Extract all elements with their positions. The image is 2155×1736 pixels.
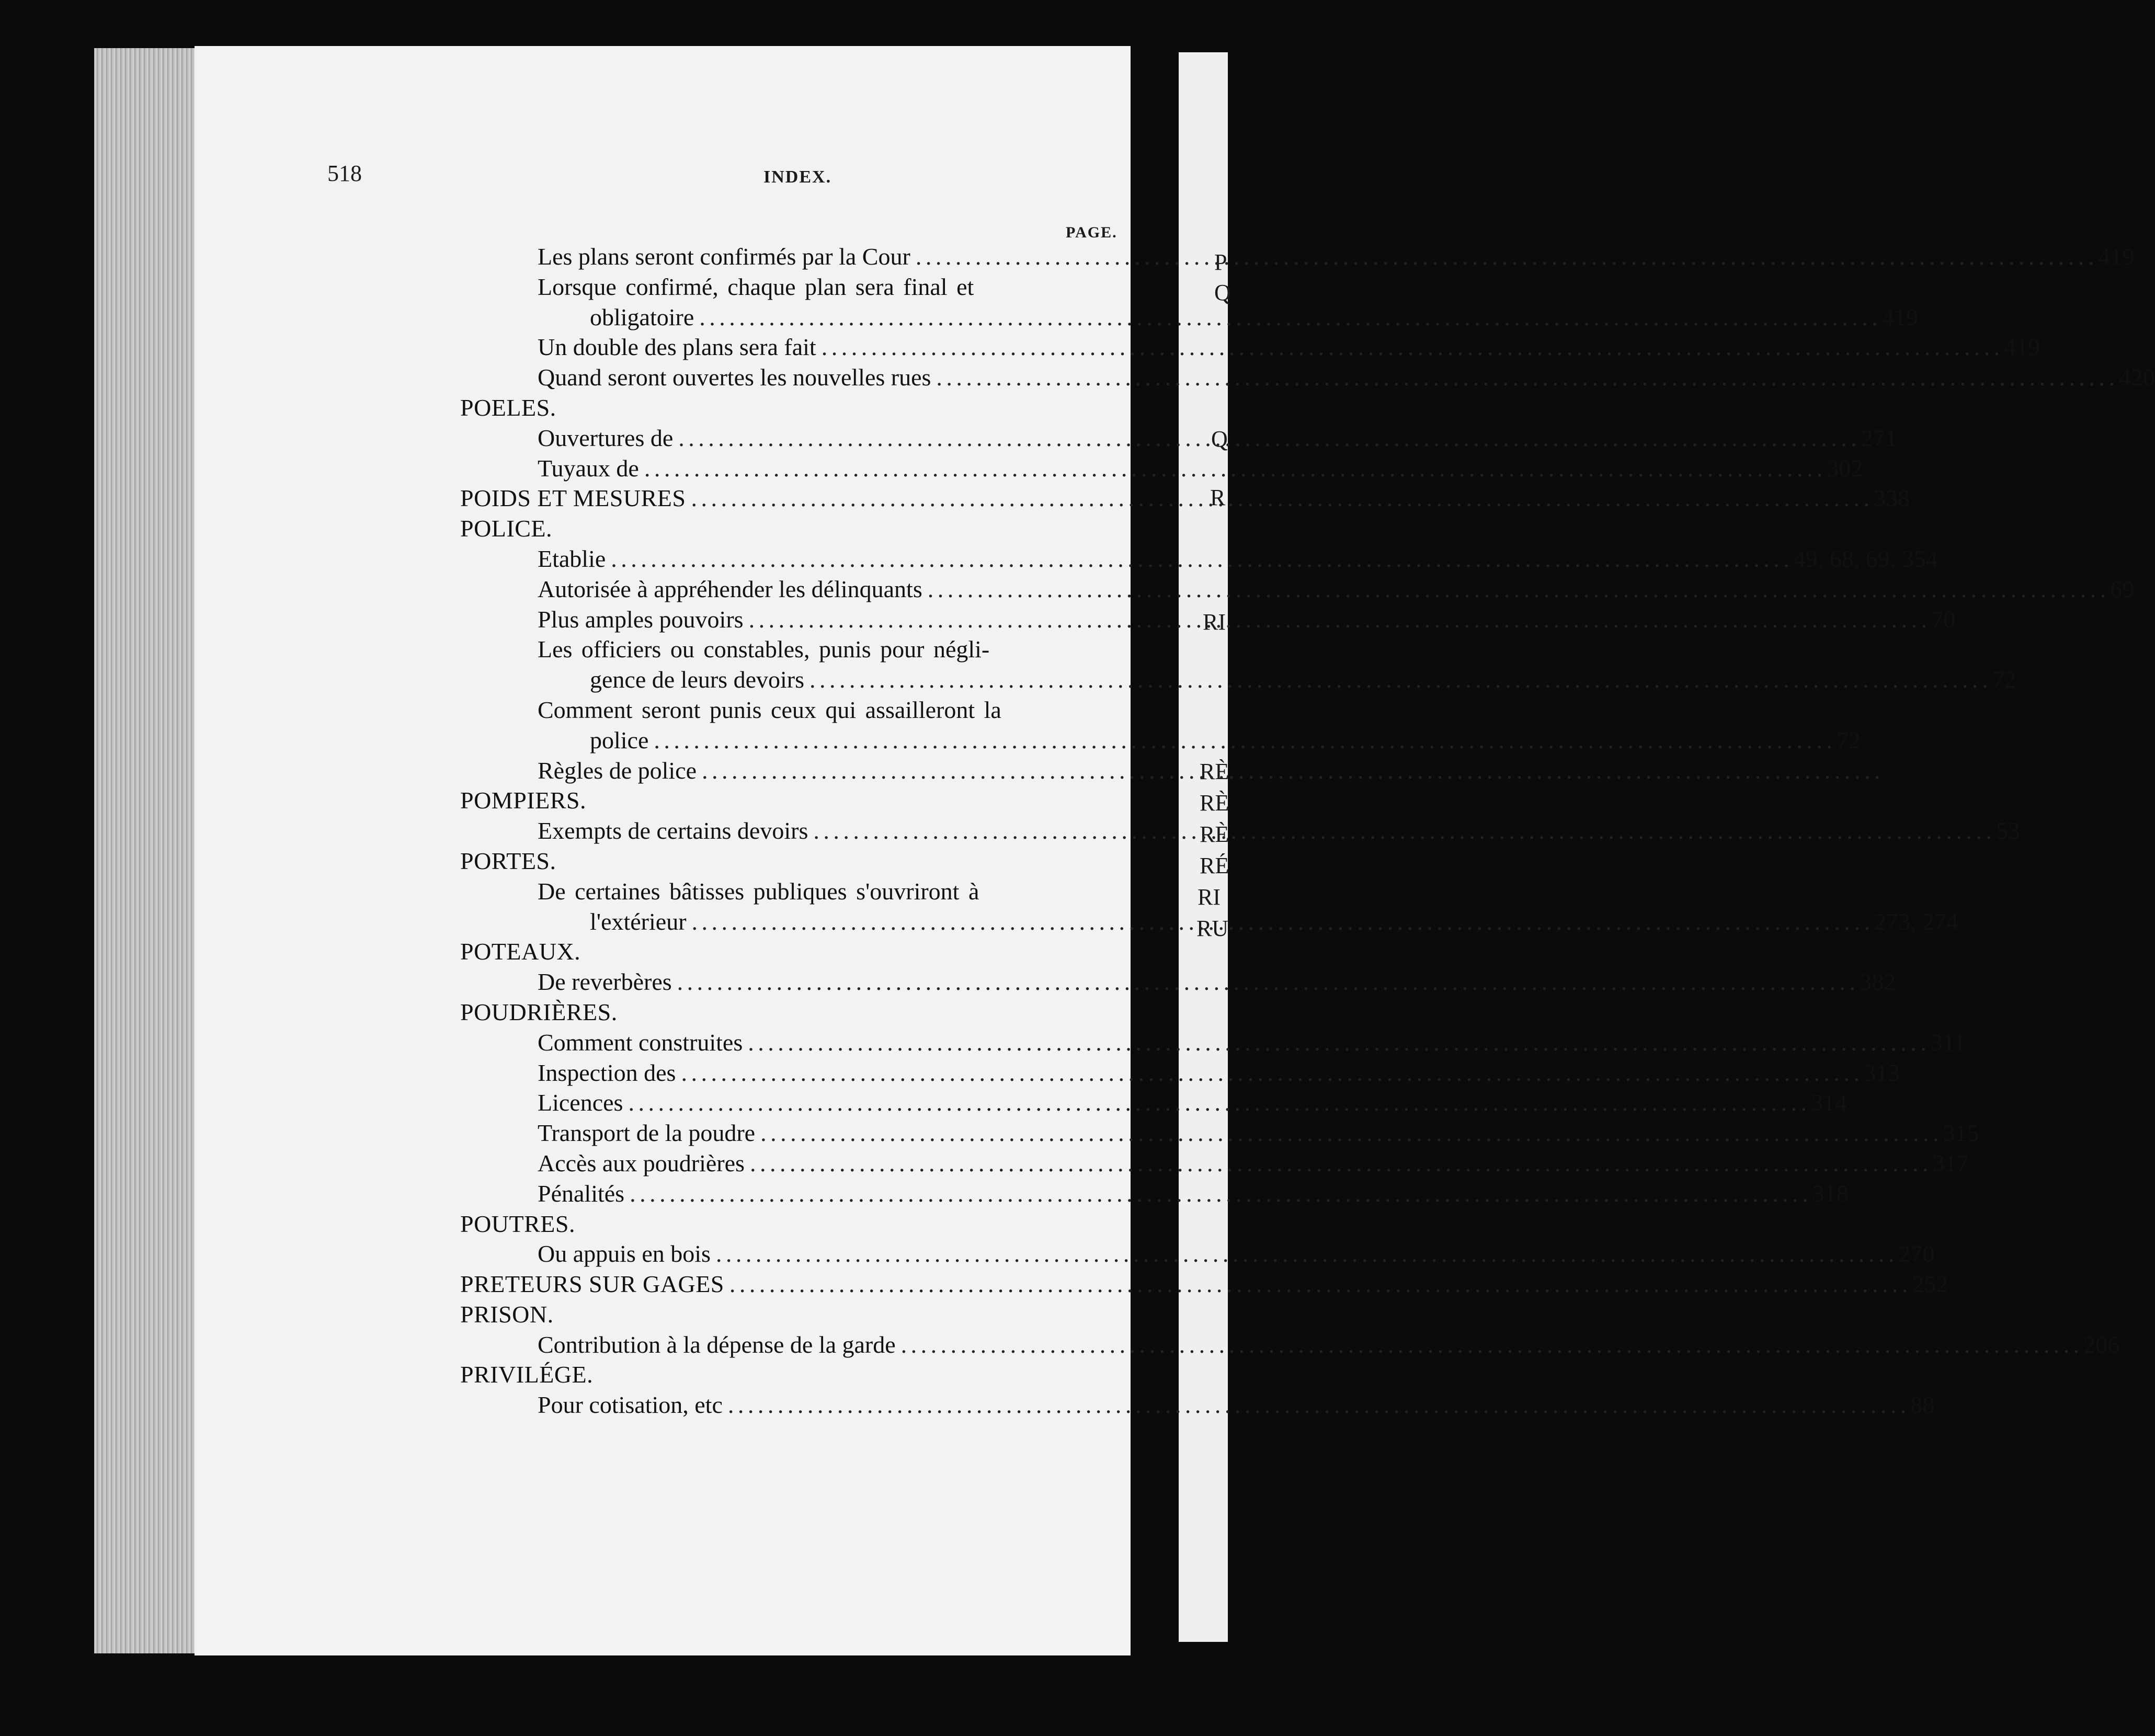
page-reference: 302 — [1827, 454, 1863, 482]
index-entry — [460, 1179, 1849, 1209]
dot-leader — [644, 453, 1822, 484]
dot-leader — [928, 574, 2105, 604]
heading-term: PRETEURS SUR GAGES — [460, 1271, 724, 1298]
page-number: 518 — [327, 161, 362, 186]
facing-letter: RI — [1198, 884, 1221, 910]
page-reference: 419 — [1882, 303, 1918, 330]
index-heading — [460, 393, 1120, 423]
page-reference: 49, 68, 69, 354 — [1793, 545, 1938, 572]
page-reference: 88 — [1910, 1391, 1935, 1419]
index-entry — [460, 1239, 1935, 1269]
dot-leader — [749, 604, 1926, 635]
dot-leader — [677, 967, 1855, 997]
entry-term: Pour cotisation, etc — [538, 1391, 723, 1419]
index-heading — [460, 1360, 1120, 1390]
dot-leader — [813, 816, 1991, 846]
entry-term: Comment seront punis ceux qui assailleront la — [538, 696, 1001, 723]
facing-letter: RU — [1196, 916, 1229, 941]
entry-term: Plus amples pouvoirs — [538, 606, 744, 633]
heading-term: POLICE. — [460, 515, 552, 542]
page-reference: 252 — [1912, 1271, 1948, 1298]
index-entry — [460, 1027, 1966, 1058]
dot-leader — [654, 725, 1831, 756]
entry-term: De certaines bâtisses publiques s'ouvriront à — [538, 877, 979, 905]
index-heading — [460, 1299, 1120, 1330]
index-entry — [460, 1118, 1979, 1148]
facing-letter: R — [1210, 485, 1226, 510]
dot-leader — [822, 332, 1999, 362]
entry-term: Lorsque confirmé, chaque plan sera final et — [538, 273, 974, 300]
entry-term: Inspection des — [538, 1059, 676, 1086]
heading-term: PORTES. — [460, 847, 556, 874]
index-entry — [460, 1390, 1935, 1420]
entry-term: obligatoire — [590, 303, 694, 330]
index-entry — [460, 302, 1918, 333]
index-heading — [460, 1209, 1120, 1239]
index-entry — [460, 725, 1861, 756]
index-entry — [460, 362, 2155, 393]
index-list — [460, 242, 2155, 1420]
index-entry — [460, 1330, 2120, 1360]
heading-term: POMPIERS. — [460, 787, 586, 814]
dot-leader — [702, 756, 1879, 786]
page-reference: 72 — [1836, 726, 1861, 753]
page-reference: 311 — [1930, 1029, 1966, 1056]
entry-term: Tuyaux de — [538, 454, 639, 482]
entry-term: Ouvertures de — [538, 424, 674, 451]
page-reference: 313 — [1863, 1059, 1900, 1086]
facing-letter: Q — [1214, 280, 1231, 305]
entry-term: Pénalités — [538, 1180, 625, 1207]
heading-term: POELES. — [460, 394, 556, 421]
index-entry — [460, 665, 2016, 695]
facing-letter: RÈ — [1200, 790, 1229, 816]
dot-leader — [760, 1118, 1938, 1148]
dot-leader — [692, 907, 1869, 937]
page-reference: 318 — [1812, 1180, 1849, 1207]
page-reference: 72 — [1992, 666, 2016, 693]
entry-term: Etablie — [538, 545, 606, 572]
page-reference: 420 — [2118, 364, 2155, 391]
heading-term: POIDS ET MESURES — [460, 485, 686, 512]
heading-term: POTEAUX. — [460, 938, 581, 965]
dot-leader — [936, 362, 2114, 393]
entry-term: De reverbères — [538, 968, 672, 996]
dot-leader — [716, 1239, 1894, 1269]
page-reference: 317 — [1932, 1149, 1969, 1177]
entry-term: l'extérieur — [590, 908, 687, 935]
entry-term: Les officiers ou constables, punis pour négli- — [538, 636, 990, 663]
entry-term: Contribution à la dépense de la garde — [538, 1331, 896, 1358]
page-reference: 419 — [2098, 243, 2135, 270]
entry-term: Exempts de certains devoirs — [538, 817, 808, 844]
page-reference: 338 — [1873, 485, 1910, 512]
index-heading — [460, 785, 1120, 816]
dot-leader — [611, 544, 1788, 574]
index-entry — [460, 876, 1120, 907]
entry-term: Ou appuis en bois — [538, 1240, 711, 1267]
index-entry — [460, 756, 1120, 786]
entry-term: Licences — [538, 1089, 623, 1116]
index-entry — [460, 1058, 1900, 1088]
index-entry — [460, 574, 2135, 604]
dot-leader — [678, 423, 1856, 453]
page-reference: 271 — [1861, 424, 1897, 451]
index-entry — [460, 544, 1938, 574]
page-reference: 382 — [1860, 968, 1896, 996]
heading-term: PRISON. — [460, 1300, 554, 1328]
facing-letter: RÉ — [1200, 853, 1229, 878]
page-reference: 206 — [2083, 1331, 2120, 1358]
dot-leader — [901, 1330, 2079, 1360]
entry-term: Les plans seront confirmés par la Cour — [538, 243, 910, 270]
page-reference: 419 — [2004, 334, 2040, 361]
facing-letter: RÈ — [1200, 821, 1229, 847]
dot-leader — [628, 1088, 1806, 1118]
dot-leader — [728, 1390, 1906, 1420]
page-reference: 53 — [1996, 817, 2020, 844]
index-heading — [460, 513, 1120, 544]
index-entry — [460, 242, 2135, 272]
index-entry — [460, 423, 1897, 453]
facing-letter: RI — [1203, 609, 1226, 635]
dot-leader — [681, 1058, 1858, 1088]
page-reference: 315 — [1943, 1120, 1979, 1147]
entry-term: Quand seront ouvertes les nouvelles rues — [538, 364, 931, 391]
page-reference: 270 — [1898, 1240, 1935, 1267]
entry-term: Comment construites — [538, 1029, 743, 1056]
entry-term: Un double des plans sera fait — [538, 334, 816, 361]
index-entry — [460, 695, 1120, 725]
entry-term: gence de leurs devoirs — [590, 666, 805, 693]
page-edges — [94, 48, 201, 1653]
heading-term: POUDRIÈRES. — [460, 998, 618, 1025]
index-entry — [460, 967, 1896, 997]
dot-leader — [809, 665, 1987, 695]
heading-term: PRIVILÉGE. — [460, 1361, 594, 1388]
dot-leader — [630, 1179, 1807, 1209]
index-heading — [460, 997, 1120, 1027]
facing-letter: P — [1214, 249, 1227, 275]
index-heading — [460, 846, 1120, 876]
facing-letter: RÈ — [1200, 759, 1229, 784]
dot-leader — [916, 242, 2093, 275]
running-head: INDEX. — [763, 167, 832, 187]
page-reference: 69 — [2110, 575, 2135, 602]
facing-letter: Q — [1211, 426, 1228, 452]
page-reference: 273, 274 — [1874, 908, 1959, 935]
index-entry — [460, 332, 2040, 362]
entry-term: police — [590, 726, 649, 753]
index-entry — [460, 634, 1120, 665]
index-entry — [460, 272, 1120, 302]
dot-leader — [750, 1148, 1928, 1179]
index-heading — [460, 936, 1120, 967]
dot-leader — [729, 1269, 1907, 1299]
page-reference: 70 — [1931, 606, 1956, 633]
entry-term: Règles de police — [538, 757, 697, 784]
dot-leader — [691, 483, 1868, 513]
dot-leader — [748, 1027, 1925, 1058]
page-column-label: PAGE. — [1066, 224, 1118, 241]
index-entry — [460, 1269, 1948, 1299]
heading-term: POUTRES. — [460, 1210, 575, 1237]
entry-term: Autorisée à appréhender les délinquants — [538, 575, 922, 602]
dot-leader — [699, 302, 1877, 333]
entry-term: Accès aux poudrières — [538, 1149, 745, 1177]
page-reference: 314 — [1810, 1089, 1847, 1116]
index-entry — [460, 1088, 1847, 1118]
index-entry — [460, 483, 1910, 513]
index-entry — [460, 1148, 1969, 1179]
index-entry — [460, 453, 1863, 484]
entry-term: Transport de la poudre — [538, 1120, 756, 1147]
